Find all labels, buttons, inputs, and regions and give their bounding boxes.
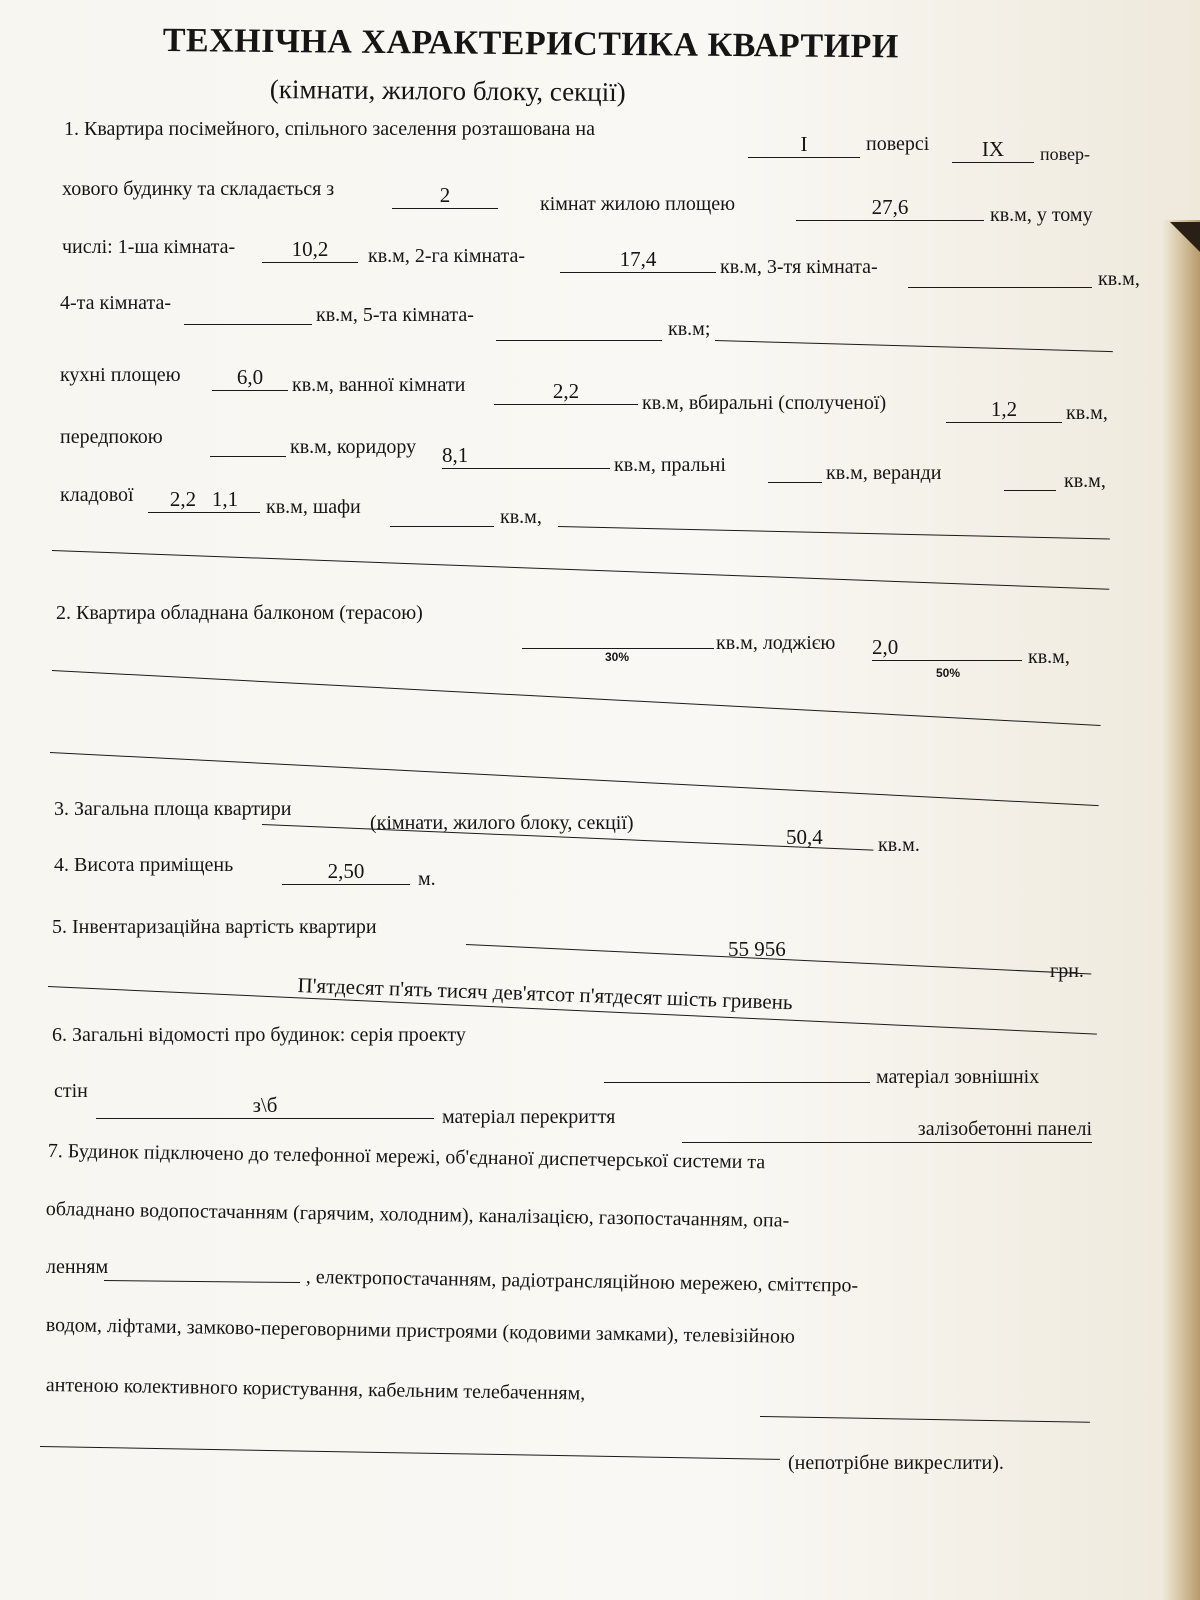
corridor-label: кв.м, коридору [290, 436, 417, 458]
s7-line1: 7. Будинок підключено до телефонної мережі, об'єднаної диспетчерської системи та [47, 1140, 766, 1174]
storeys-value-field[interactable]: IX [952, 138, 1034, 163]
height-field[interactable]: 2,50 [282, 860, 410, 885]
rule-line [104, 1280, 300, 1283]
walls-label-b: стін [54, 1080, 88, 1102]
page-subtitle: (кімнати, жилого блоку, секції) [269, 74, 626, 108]
s7-line3b: , електропостачанням, радіотрансляційною мережею, сміттєпро- [305, 1266, 859, 1297]
room5-area-field[interactable] [496, 316, 662, 341]
loggia-area-field[interactable]: 2,0 [872, 636, 1022, 661]
incl-label: кв.м, у тому [990, 204, 1093, 226]
corridor-area-field[interactable]: 8,1 [442, 444, 610, 469]
veranda-unit: кв.м, [1064, 470, 1106, 492]
toilet-unit: кв.м, [1066, 402, 1108, 424]
loggia-label: кв.м, лоджією [716, 632, 836, 654]
paper-tear [1170, 222, 1200, 252]
kitchen-label: кухні площею [60, 364, 181, 386]
closet-label: кв.м, шафи [266, 496, 361, 518]
kitchen-area-field[interactable]: 6,0 [212, 366, 288, 391]
storage-label: кладової [60, 484, 134, 506]
rule-line [40, 1446, 780, 1460]
loggia-unit: кв.м, [1028, 646, 1070, 668]
balcony-area-field[interactable] [522, 624, 714, 649]
rooms-label: кімнат жилою площею [540, 193, 736, 215]
room4-label: 4-та кімната- [60, 292, 172, 314]
room1-area-field[interactable]: 10,2 [262, 238, 358, 263]
total-area-unit: кв.м. [878, 834, 920, 856]
s3-label-a: 3. Загальна площа квартири [54, 798, 292, 820]
floor-value-field[interactable]: I [748, 133, 860, 158]
s1-intro: 1. Квартира посімейного, спільного заселення розташована на [64, 118, 595, 140]
loggia-pct: 50% [936, 666, 961, 680]
inventory-currency: грн. [1050, 960, 1084, 982]
s6-label: 6. Загальні відомості про будинок: серія проекту [52, 1024, 466, 1046]
living-area-field[interactable]: 27,6 [796, 196, 984, 221]
walls-label-a: матеріал зовнішніх [876, 1066, 1040, 1088]
height-unit: м. [418, 868, 436, 890]
floors-label: матеріал перекриття [442, 1106, 616, 1128]
rooms-count-field[interactable]: 2 [392, 184, 498, 209]
s7-line2: обладнано водопостачанням (гарячим, холодним), каналізацією, газопостачанням, опа- [45, 1198, 790, 1232]
total-area-value: 50,4 [786, 825, 823, 849]
room2-area-field[interactable]: 17,4 [560, 248, 716, 273]
s7-line5: антеною колективного користування, кабельним телебаченням, [45, 1374, 586, 1405]
s2-label: 2. Квартира обладнана балконом (терасою) [56, 602, 423, 624]
room3-unit: кв.м, [1098, 268, 1140, 290]
inventory-in-words: П'ятдесят п'ять тисяч дев'ятсот п'ятдесят шість гривень [297, 973, 793, 1015]
storeys-label-a: повер- [1040, 144, 1091, 164]
room5-unit: кв.м; [668, 318, 711, 340]
room1-label: числі: 1-ша кімната- [62, 236, 236, 258]
s5-label: 5. Інвентаризаційна вартість квартири [52, 916, 377, 938]
storeys-label-b: хового будинку та складається з [62, 178, 335, 200]
page-title: ТЕХНІЧНА ХАРАКТЕРИСТИКА КВАРТИРИ [162, 22, 899, 66]
laundry-area-field[interactable] [768, 458, 822, 483]
room3-area-field[interactable] [908, 263, 1092, 288]
room4-area-field[interactable] [184, 300, 312, 325]
strike-note: (непотрібне викреслити). [788, 1452, 1004, 1474]
balcony-pct: 30% [605, 650, 630, 664]
rule-line [715, 340, 1113, 352]
room3-label: кв.м, 3-тя кімната- [720, 256, 878, 278]
floor-label: поверсі [866, 133, 930, 155]
hall-area-field[interactable] [210, 432, 286, 457]
rule-line [52, 550, 1109, 590]
rule-line [760, 1416, 1090, 1423]
room5-label: кв.м, 5-та кімната- [316, 304, 474, 326]
laundry-label: кв.м, пральні [614, 454, 726, 476]
veranda-label: кв.м, веранди [826, 462, 942, 484]
s7-line3a: ленням [46, 1256, 109, 1278]
closet-unit: кв.м, [500, 506, 542, 528]
floors-material-field[interactable]: залізобетонні панелі [682, 1118, 1092, 1143]
inventory-value: 55 956 [728, 937, 786, 961]
bath-area-field[interactable]: 2,2 [494, 380, 638, 405]
veranda-area-field[interactable] [1004, 466, 1056, 491]
room2-label: кв.м, 2-га кімната- [368, 245, 526, 267]
rule-line [558, 526, 1110, 540]
s7-line4: водом, ліфтами, замково-переговорними пристроями (кодовими замками), телевізійною [45, 1314, 796, 1348]
project-series-field[interactable] [604, 1058, 870, 1083]
walls-material-field[interactable]: з\б [96, 1094, 434, 1119]
closet-area-field[interactable] [390, 502, 494, 527]
s4-label: 4. Висота приміщень [54, 854, 234, 876]
toilet-label: кв.м, вбиральні (сполученої) [642, 392, 887, 414]
toilet-area-field[interactable]: 1,2 [946, 398, 1062, 423]
storage-area-field[interactable]: 2,2 1,1 [148, 488, 260, 513]
s3-label-b: (кімнати, жилого блоку, секції) [370, 812, 634, 834]
bath-label: кв.м, ванної кімнати [292, 374, 466, 396]
paper-edge [1162, 220, 1200, 1600]
hall-label: передпокою [60, 426, 163, 448]
